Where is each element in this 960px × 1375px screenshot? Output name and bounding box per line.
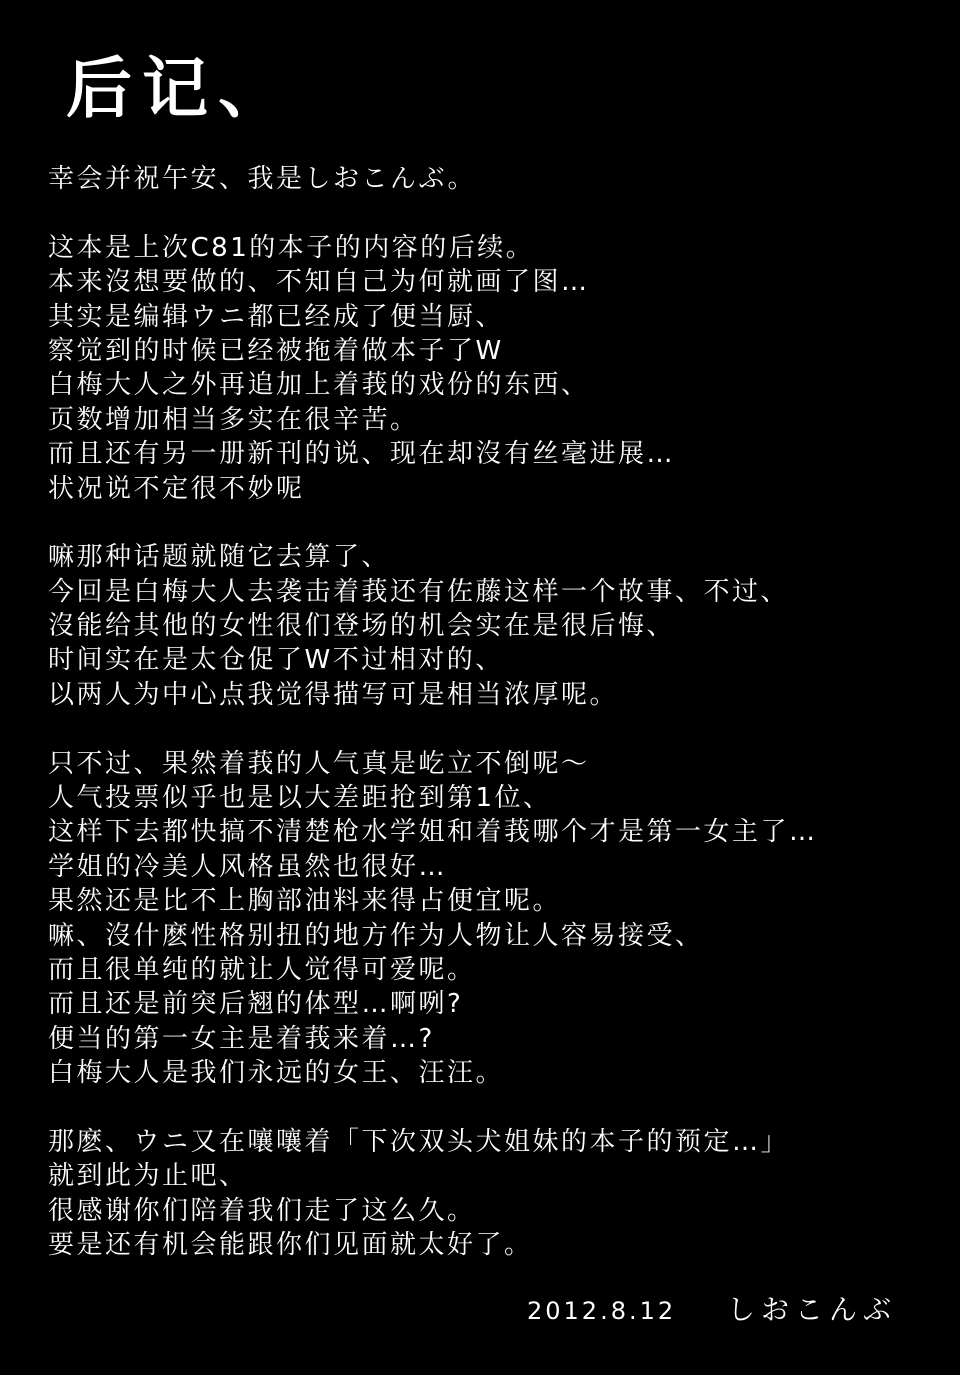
paragraph-greeting (48, 162, 928, 196)
footer-date: 2012.8.12 (527, 1297, 677, 1325)
text-line: 果然还是比不上胸部油料来得占便宜呢。 (48, 886, 562, 917)
text-line: 那麽、ウニ又在嚷嚷着「下次双头犬姐妹的本子的预定…」 (48, 1126, 790, 1157)
paragraph-popularity (48, 747, 928, 1091)
text-line: 本来沒想要做的、不知自己为何就画了图… (48, 267, 590, 298)
text-line: 而且很单纯的就让人觉得可爱呢。 (48, 954, 476, 985)
text-line: 察觉到的时候已经被拖着做本子了W (48, 335, 504, 366)
text-line: 要是还有机会能跟你们见面就太好了。 (48, 1230, 533, 1261)
text-line: 只不过、果然着莪的人气真是屹立不倒呢～ (48, 748, 590, 779)
text-line: 很感谢你们陪着我们走了这么久。 (48, 1195, 476, 1226)
text-line: 嘛、沒什麽性格别扭的地方作为人物让人容易接受、 (48, 920, 704, 951)
text-line: 白梅大人是我们永远的女王、汪汪。 (48, 1058, 505, 1089)
text-line: 而且还是前突后翘的体型…啊咧? (48, 989, 464, 1020)
text-line: 这本是上次C81的本子的内容的后续。 (48, 232, 535, 263)
paragraph-background (48, 231, 928, 506)
text-line: 便当的第一女主是着莪来着…? (48, 1023, 435, 1054)
text-line: 幸会并祝午安、我是しおこんぶ。 (48, 164, 477, 194)
text-line: 状况说不定很不妙呢 (48, 473, 305, 504)
paragraph-closing (48, 1125, 928, 1263)
page-title: 后记、 (66, 49, 294, 127)
paragraph-story (48, 540, 928, 712)
paragraph-gap (48, 196, 928, 230)
text-line: 白梅大人之外再追加上着莪的戏份的东西、 (48, 370, 590, 401)
author-signature: しおこんぶ (727, 1293, 898, 1326)
text-line: 其实是编辑ウニ都已经成了便当厨、 (48, 301, 505, 332)
text-line: 人气投票似乎也是以大差距抢到第1位、 (48, 783, 552, 814)
paragraph-gap (48, 1091, 928, 1125)
text-line: 而且还有另一册新刊的说、现在却沒有丝毫进展… (48, 439, 676, 470)
text-line: 时间实在是太仓促了W不过相对的、 (48, 645, 504, 676)
text-line: 学姐的冷美人风格虽然也很好… (48, 851, 448, 882)
text-line: 就到此为止吧、 (48, 1161, 248, 1192)
text-line: 嘛那种话题就随它去算了、 (48, 542, 391, 573)
text-line: 以两人为中心点我觉得描写可是相当浓厚呢。 (48, 679, 619, 710)
text-line: 今回是白梅大人去袭击着莪还有佐藤这样一个故事、不过、 (48, 576, 790, 607)
afterword-body (48, 162, 928, 1263)
paragraph-gap (48, 506, 928, 540)
text-line: 沒能给其他的女性很们登场的机会实在是很后悔、 (48, 611, 676, 642)
text-line: 页数增加相当多实在很辛苦。 (48, 404, 419, 435)
text-line: 这样下去都快搞不清楚枪水学姐和着莪哪个才是第一女主了… (48, 817, 818, 848)
paragraph-gap (48, 712, 928, 746)
